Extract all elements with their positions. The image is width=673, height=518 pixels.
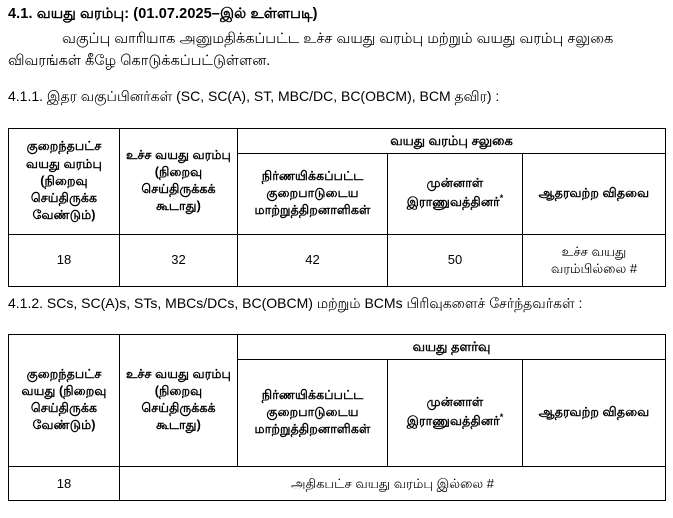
page-title: 4.1. வயது வரம்பு: (01.07.2025–இல் உள்ளபடி) — [8, 6, 318, 22]
section-2-subheading: 4.1.2. SCs, SC(A)s, STs, MBCs/DCs, BC(OBCM) மற்றும் BCMs பிரிவுகளைச் சேர்ந்தவர்கள் : — [8, 295, 583, 311]
table-row — [9, 466, 666, 501]
table-row — [9, 335, 666, 360]
header-min-age: குறைந்தபட்ச வயது (நிறைவு செய்திருக்க வேண்டும்) — [9, 335, 120, 467]
value-min-age: 18 — [9, 234, 120, 286]
footnote-marker-asterisk: * — [499, 193, 504, 204]
header-max-age: உச்ச வயது வரம்பு (நிறைவு செய்திருக்கக் கூடாது) — [120, 129, 238, 235]
header-pwd: நிர்ணயிக்கப்பட்ட குறைபாடுடைய மாற்றுத்திறனாளிகள் — [238, 359, 388, 466]
header-destitute-widow: ஆதரவற்ற விதவை — [523, 153, 666, 234]
value-no-max-age-limit: அதிகபட்ச வயது வரம்பு இல்லை # — [120, 466, 666, 501]
header-age-relaxation-group: வயது தளர்வு — [238, 335, 666, 360]
header-min-age: குறைந்தபட்ச வயது வரம்பு (நிறைவு செய்திருக்க வேண்டும்) — [9, 129, 120, 235]
age-relaxation-table-reserved-categories — [8, 334, 666, 501]
value-destitute-widow: உச்ச வயது வரம்பில்லை # — [523, 234, 666, 286]
intro-paragraph: வகுப்பு வாரியாக அனுமதிக்கப்பட்ட உச்ச வயது வரம்பு மற்றும் வயது வரம்பு சலுகை விவரங்கள் கீழே கொடுக்கப்பட்டுள்ளன. — [8, 31, 614, 70]
table-row — [9, 234, 666, 286]
header-pwd: நிர்ணயிக்கப்பட்ட குறைபாடுடைய மாற்றுத்திறனாளிகள் — [238, 153, 388, 234]
header-destitute-widow: ஆதரவற்ற விதவை — [523, 359, 666, 466]
age-limit-table-other-categories — [8, 128, 666, 287]
value-pwd: 42 — [238, 234, 388, 286]
header-ex-serviceman-label: முன்னாள் இராணுவத்தினர் — [406, 176, 500, 210]
header-ex-serviceman-label: முன்னாள் இராணுவத்தினர் — [406, 395, 500, 429]
header-ex-serviceman — [388, 153, 523, 234]
value-min-age: 18 — [9, 466, 120, 501]
section-1-subheading: 4.1.1. இதர வகுப்பினர்கள் (SC, SC(A), ST, MBC/DC, BC(OBCM), BCM தவிர) : — [8, 88, 500, 104]
value-ex-serviceman: 50 — [388, 234, 523, 286]
table-row — [9, 129, 666, 154]
value-max-age: 32 — [120, 234, 238, 286]
footnote-marker-asterisk: * — [499, 412, 504, 423]
header-ex-serviceman — [388, 359, 523, 466]
header-max-age: உச்ச வயது வரம்பு (நிறைவு செய்திருக்கக் கூடாது) — [120, 335, 238, 467]
header-age-concession-group: வயது வரம்பு சலுகை — [238, 129, 666, 154]
